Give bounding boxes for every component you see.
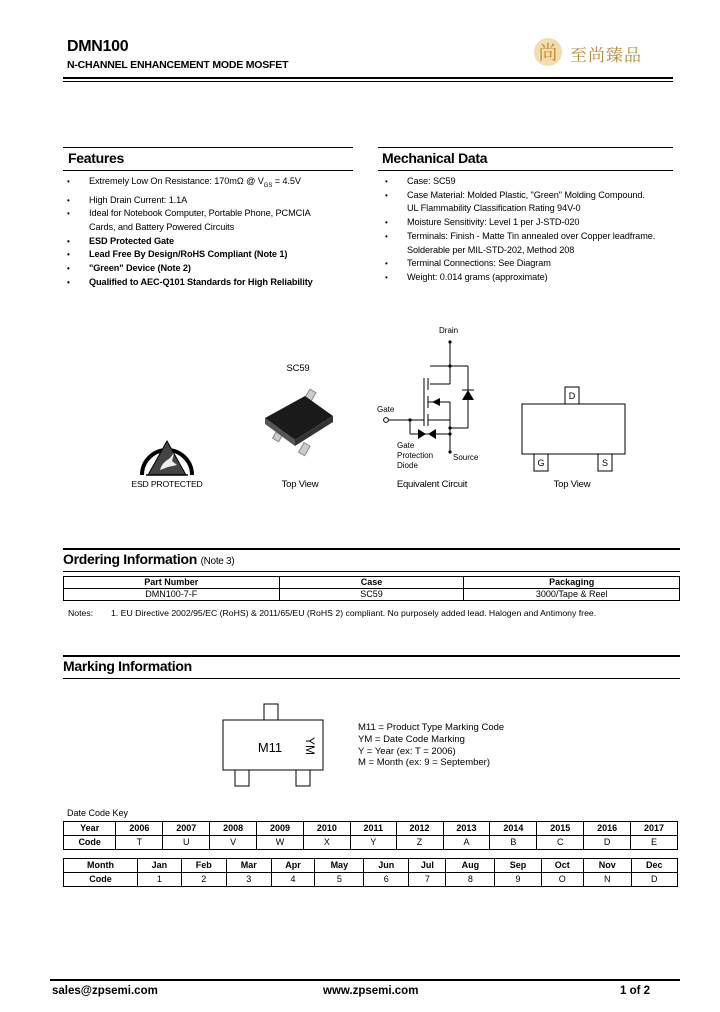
marking-legend: M11 = Product Type Marking Code YM = Date Code Marking Y = Year (ex: T = 2006) M = Month (ex: 9 = September) xyxy=(358,722,505,769)
mechanical-list xyxy=(385,175,680,285)
pinout-top-view-label: Top View xyxy=(553,479,591,490)
footer-page-number: 1 of 2 xyxy=(620,985,651,997)
list-item: Solderable per MIL-STD-202, Method 208 xyxy=(407,244,575,255)
ordering-table xyxy=(63,576,680,601)
footer-email[interactable]: sales@zpsemi.com xyxy=(52,985,158,997)
svg-text:G: G xyxy=(537,458,545,468)
circuit-gate-protection-label: Gate Protection Diode xyxy=(397,441,434,470)
notes-label: Notes: xyxy=(68,608,94,618)
list-item: • Terminal Connections: See Diagram xyxy=(385,257,680,271)
list-item: • Terminals: Finish - Matte Tin annealed over Copper leadframe. xyxy=(385,230,680,244)
list-item: • Weight: 0.014 grams (approximate) xyxy=(385,271,680,285)
list-item: • Case: SC59 xyxy=(385,175,680,189)
table-row: DMN100-7-F SC59 3000/Tape & Reel xyxy=(64,589,680,601)
date-code-key-label: Date Code Key xyxy=(67,808,129,818)
list-item: • ESD Protected Gate xyxy=(67,235,357,249)
circuit-drain-label: Drain xyxy=(439,326,459,335)
table-row: Code 1 2 3 4 5 6 7 8 9 O N D xyxy=(64,873,678,887)
features-heading: Features xyxy=(68,150,124,166)
circuit-gate-label: Gate xyxy=(377,405,395,414)
svg-text:S: S xyxy=(601,458,609,468)
svg-text:YM: YM xyxy=(303,737,317,755)
logo-char: 尚 xyxy=(538,42,558,64)
svg-text:D: D xyxy=(568,391,576,401)
list-item: • "Green" Device (Note 2) xyxy=(67,262,357,276)
top-view-label: Top View xyxy=(281,479,319,490)
list-item: UL Flammability Classification Rating 94V-0 xyxy=(407,203,581,214)
list-item: Cards, and Battery Powered Circuits xyxy=(89,221,235,232)
list-item: • Extremely Low On Resistance: 170mΩ @ $V_{GS} = 4.5V$ xyxy=(67,175,357,194)
list-item: • High Drain Current: 1.1A xyxy=(67,194,357,208)
list-item: • Qualified to AEC-Q101 Standards for High Reliability xyxy=(67,276,357,290)
package-label: SC59 xyxy=(286,363,310,374)
pinout-top-view-diagram xyxy=(520,385,630,475)
month-code-table xyxy=(63,858,678,887)
svg-text:M11: M11 xyxy=(257,740,283,755)
table-row: Year 2006 2007 2008 2009 2010 2011 2012 2013 2014 2015 2016 2017 xyxy=(64,822,678,836)
table-header-row: Part Number Case Packaging xyxy=(64,577,680,589)
circuit-label: Equivalent Circuit xyxy=(396,479,468,490)
list-item: • Ideal for Notebook Computer, Portable Phone, PCMCIA xyxy=(67,207,357,221)
document-subtitle: N-CHANNEL ENHANCEMENT MODE MOSFET xyxy=(67,59,289,71)
list-item: • Case Material: Molded Plastic, "Green" Molding Compound. xyxy=(385,189,680,203)
table-row: Code T U V W X Y Z A B C D E xyxy=(64,836,678,850)
sc59-package-image xyxy=(255,378,345,468)
company-logo-text: 至尚臻品 xyxy=(570,46,642,66)
company-logo-icon xyxy=(532,36,568,68)
marking-heading: Marking Information xyxy=(63,658,192,674)
note-1: 1. EU Directive 2002/95/EC (RoHS) & 2011/65/EU (RoHS 2) compliant. No purposely added lead. Halogen and Antimony free. xyxy=(111,608,597,618)
esd-label: ESD PROTECTED xyxy=(131,479,203,489)
year-code-table xyxy=(63,821,678,850)
features-list xyxy=(67,175,357,289)
list-item: • Lead Free By Design/RoHS Compliant (Note 1) xyxy=(67,248,357,262)
mechanical-heading: Mechanical Data xyxy=(382,150,488,166)
list-item: • Moisture Sensitivity: Level 1 per J-STD-020 xyxy=(385,216,680,230)
circuit-source-label: Source xyxy=(453,453,479,462)
ordering-heading: Ordering Information (Note 3) xyxy=(63,551,235,567)
document-title: DMN100 xyxy=(67,38,129,55)
footer-website[interactable]: www.zpsemi.com xyxy=(323,985,419,997)
marking-chip-diagram xyxy=(218,700,328,792)
table-row: Month Jan Feb Mar Apr May Jun Jul Aug Sep Oct Nov Dec xyxy=(64,859,678,873)
